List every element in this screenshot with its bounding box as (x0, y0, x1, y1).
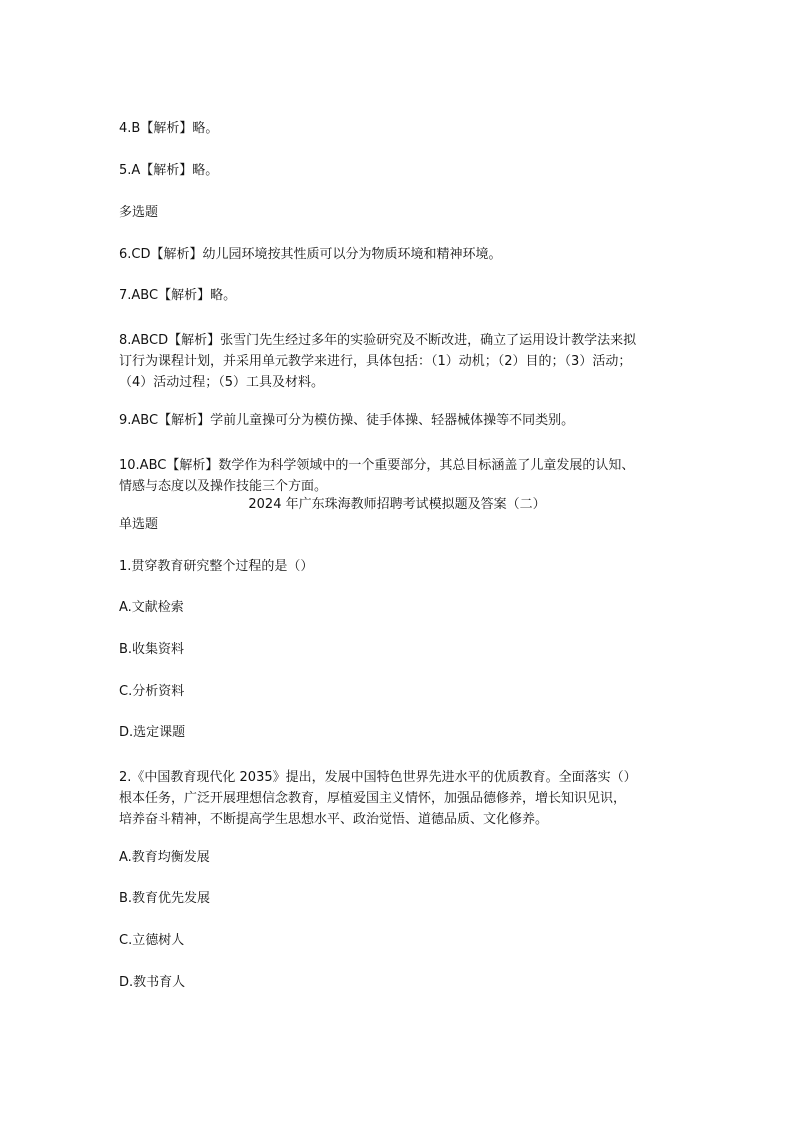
section-title: 2024 年广东珠海教师招聘考试模拟题及答案（二） (248, 497, 546, 512)
multi-choice-heading: 多选题 (119, 205, 159, 220)
question-1-option-a: A.文献检索 (119, 600, 184, 615)
answer-8-line: 8.ABCD【解析】张雪门先生经过多年的实验研究及不断改进，确立了运用设计教学法来拟 (119, 333, 637, 348)
answer-8-line: （4）活动过程；（5）工具及材料。 (119, 375, 325, 390)
question-2-option-b: B.教育优先发展 (119, 891, 211, 906)
question-1-option-c: C.分析资料 (119, 684, 185, 699)
single-choice-heading: 单选题 (119, 517, 159, 532)
question-2-stem-line: 培养奋斗精神，不断提高学生思想水平、政治觉悟、道德品质、文化修养。 (119, 812, 549, 827)
question-2-option-a: A.教育均衡发展 (119, 850, 210, 865)
answer-5: 5.A【解析】略。 (119, 163, 219, 178)
question-2-stem-line: 2.《中国教育现代化 2035》提出，发展中国特色世界先进水平的优质教育。全面落实（） (119, 770, 637, 785)
question-1-stem: 1.贯穿教育研究整个过程的是（） (119, 559, 314, 574)
question-1-option-b: B.收集资料 (119, 642, 185, 657)
question-2-stem (119, 767, 637, 830)
answer-8 (119, 330, 636, 393)
question-2-option-d: D.教书育人 (119, 975, 186, 990)
question-2-option-c: C.立德树人 (119, 933, 185, 948)
answer-10 (119, 455, 634, 497)
answer-7: 7.ABC【解析】略。 (119, 288, 237, 303)
question-1-option-d: D.选定课题 (119, 725, 186, 740)
answer-10-line: 10.ABC【解析】数学作为科学领域中的一个重要部分，其总目标涵盖了儿童发展的认知、 (119, 458, 635, 473)
answer-8-line: 订行为课程计划，并采用单元教学来进行，具体包括：（1）动机；（2）目的；（3）活动； (119, 354, 632, 369)
answer-10-line: 情感与态度以及操作技能三个方面。 (119, 479, 328, 494)
answer-9: 9.ABC【解析】学前儿童操可分为模仿操、徒手体操、轻器械体操等不同类别。 (119, 413, 575, 428)
answer-6: 6.CD【解析】幼儿园环境按其性质可以分为物质环境和精神环境。 (119, 247, 502, 262)
question-2-stem-line: 根本任务，广泛开展理想信念教育，厚植爱国主义情怀，加强品德修养，增长知识见识， (119, 791, 627, 806)
answer-4: 4.B【解析】略。 (119, 121, 219, 136)
